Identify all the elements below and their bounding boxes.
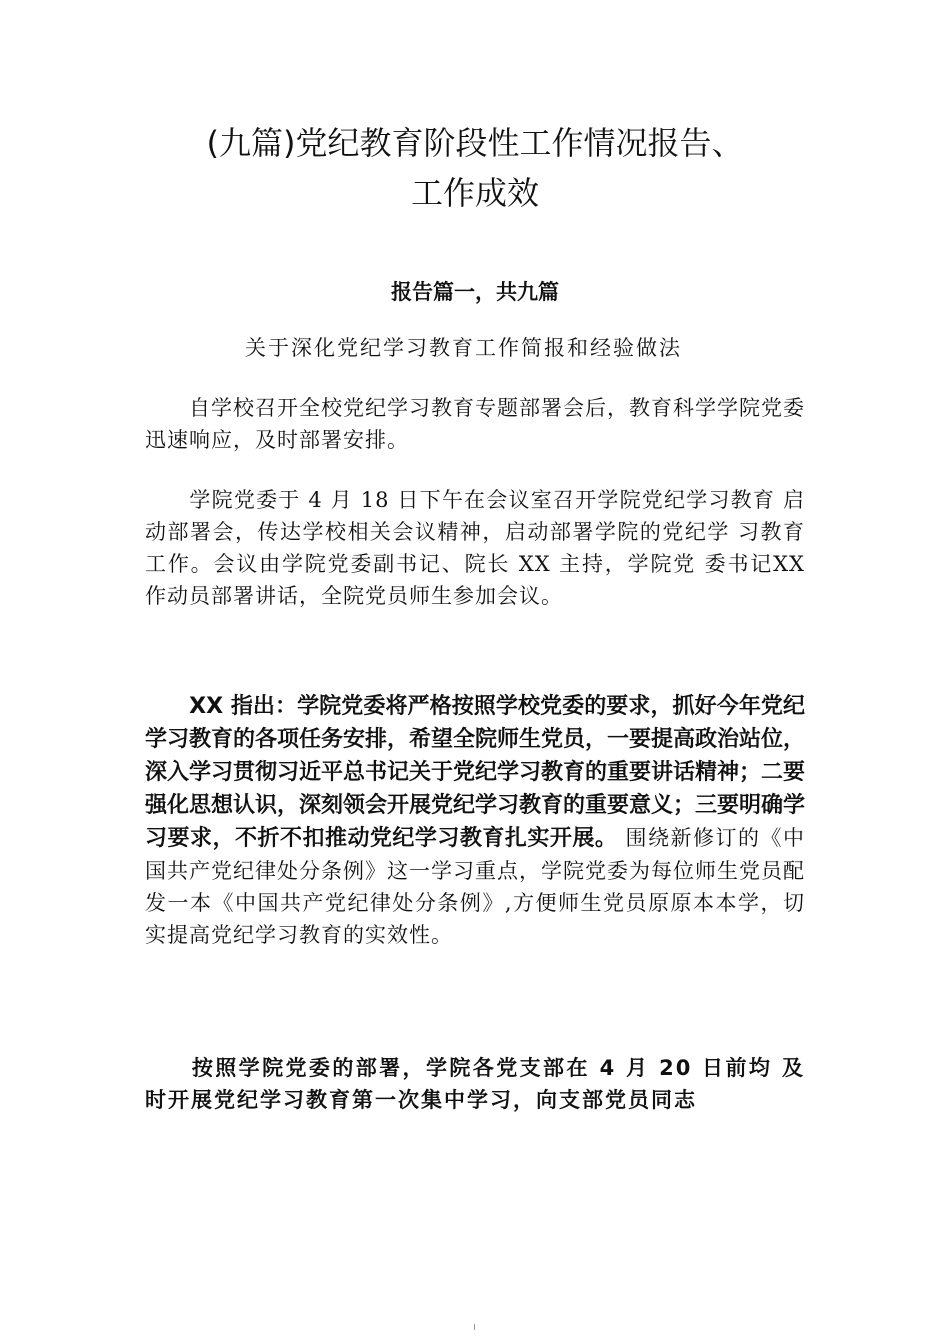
paragraph-1: 自学校召开全校党纪学习教育专题部署会后，教育科学学院党委迅速响应，及时部署安排。 [145, 396, 805, 452]
paragraph-2: 学院党委于 4 月 18 日下午在会议室召开学院党纪学习教育 启动部署会，传达学校相关会议精神，启动部署学院的党纪学 习教育工作。会议由学院党委副书记、院长 XX 主持，学院党 委书记XX 作动员部署讲话，全院党员师生参加会议。 [145, 488, 805, 608]
paragraph-3-bold: XX 指出：学院党委将严格按照学校党委的要求，抓好今年党纪学习教育的各项任务安排，希望全院师生党员，一要提高政治站位，深入学习贯彻习近平总书记关于党纪学习教育的重要讲话精神；二要强化思想认识，深刻领会开展党纪学习教育的重要意义；三要明确学习要求，不折不扣推动党纪学习教育扎实开展。 [145, 694, 806, 851]
document-title [120, 118, 830, 218]
title-line-1: (九篇)党纪教育阶段性工作情况报告、 [206, 124, 744, 162]
report-title: 关于深化党纪学习教育工作简报和经验做法 [245, 336, 682, 360]
paragraph-4: 按照学院党委的部署，学院各党支部在 4 月 20 日前均 及时开展党纪学习教育第一次集中学习，向支部党员同志 [145, 1056, 805, 1112]
section-subtitle: 报告篇一，共九篇 [391, 280, 559, 304]
paragraph-3-normal: 围绕新修订的《中国共产党纪律处分条例》这一学习重点，学院党委为每位师生党员配发一本《中国共产党纪律处分条例》,方便师生党员原原本本学，切实提高党纪学习教育的实效性。 [145, 826, 805, 947]
paragraph-3 [145, 690, 805, 951]
page-footer-mark [474, 1324, 475, 1330]
title-line-2: 工作成效 [410, 174, 539, 212]
